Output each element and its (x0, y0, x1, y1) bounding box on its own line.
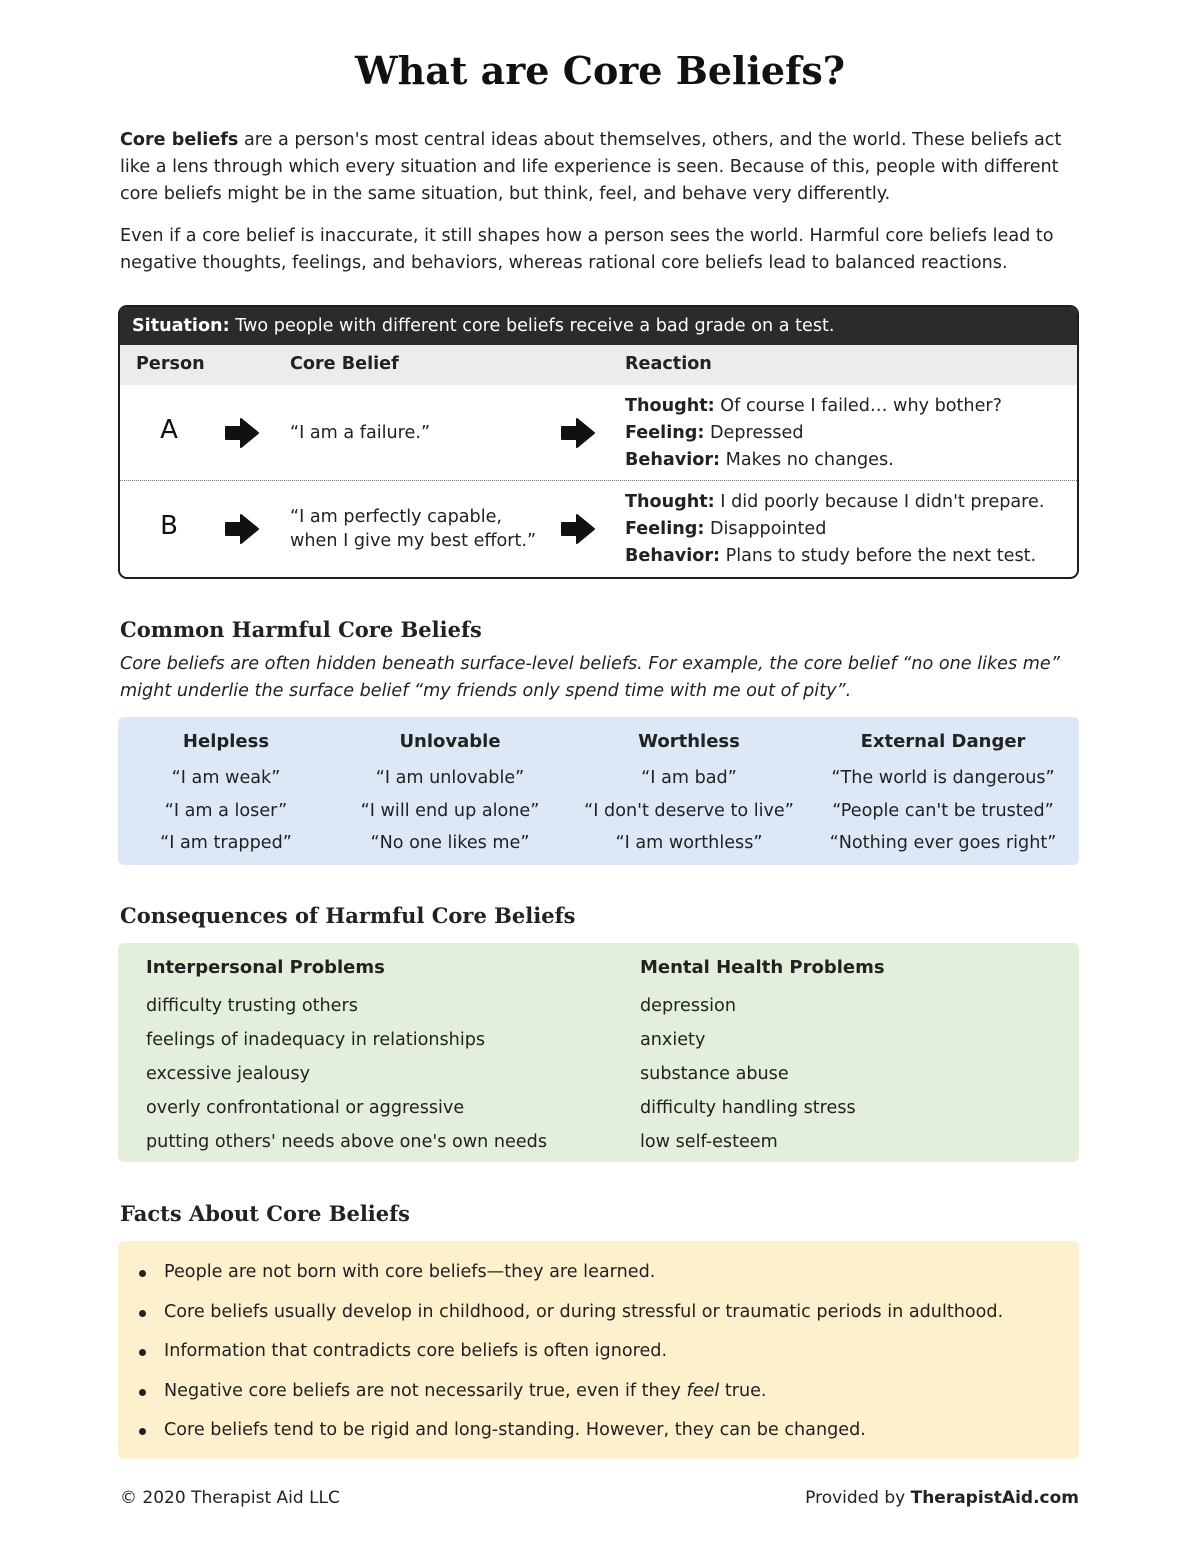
situation-table (118, 305, 1079, 579)
footer-site-link[interactable]: TherapistAid.com (910, 1488, 1079, 1508)
consequences-mental-health (640, 955, 885, 1159)
fact-text: Negative core beliefs are not necessarily true, even if they (164, 1380, 687, 1401)
belief-category-unlovable (330, 729, 570, 860)
thought-value: I did poorly because I didn't prepare. (714, 492, 1045, 512)
facts-list (118, 1241, 1079, 1451)
fact-emphasis: feel (686, 1380, 720, 1401)
belief-category-heading: Helpless (182, 731, 270, 752)
thought-label: Thought: (625, 396, 715, 416)
person-label: A (160, 415, 178, 445)
thought-line (625, 393, 1065, 420)
belief-item: “I will end up alone” (360, 800, 540, 821)
belief-category-heading: Unlovable (399, 731, 501, 752)
core-belief-text (290, 505, 580, 553)
feeling-label: Feeling: (625, 519, 705, 539)
facts-title: Facts About Core Beliefs (120, 1201, 410, 1226)
situation-text: Two people with different core beliefs receive a bad grade on a test. (229, 316, 835, 336)
feeling-value: Depressed (704, 423, 804, 443)
belief-item: “No one likes me” (370, 833, 530, 853)
belief-item: “The world is dangerous” (831, 768, 1055, 788)
belief-category-helpless (106, 729, 346, 860)
fact-text: People are not born with core beliefs—they are learned. (164, 1262, 656, 1282)
thought-line (625, 489, 1065, 516)
intro-paragraph-2: Even if a core belief is inaccurate, it still shapes how a person sees the world. Harmful core beliefs lead to negative thoughts, feelings, and behaviors, whereas rational core beliefs lead to balanced reactions. (120, 226, 1054, 273)
fact-text: Core beliefs tend to be rigid and long-standing. However, they can be changed. (164, 1420, 866, 1440)
core-belief-text (290, 421, 580, 445)
belief-item: “I am weak” (171, 768, 281, 788)
fact-text: true. (719, 1380, 767, 1401)
fact-item (118, 1411, 1079, 1451)
consequences-interpersonal (146, 955, 547, 1159)
feeling-line (625, 420, 1065, 447)
situation-column-headers (120, 345, 1077, 385)
belief-item: “I am unlovable” (375, 768, 525, 788)
belief-item: “People can't be trusted” (832, 800, 1054, 821)
fact-text: Information that contradicts core beliefs is often ignored. (164, 1341, 668, 1361)
bullet-icon (139, 1428, 146, 1435)
consequence-item: substance abuse (640, 1064, 789, 1084)
consequence-item: excessive jealousy (146, 1064, 311, 1084)
consequences-title: Consequences of Harmful Core Beliefs (120, 903, 576, 928)
behavior-label: Behavior: (625, 546, 721, 566)
behavior-label: Behavior: (625, 450, 721, 470)
consequence-heading: Mental Health Problems (640, 957, 885, 978)
fact-text: Core beliefs usually develop in childhood, or during stressful or traumatic periods in adulthood. (164, 1301, 1004, 1322)
footer-provided-by-text: Provided by (805, 1488, 911, 1508)
belief-category-heading: External Danger (860, 731, 1026, 752)
belief-category-heading: Worthless (638, 731, 740, 752)
behavior-value: Makes no changes. (720, 450, 894, 470)
bullet-icon (139, 1310, 146, 1317)
belief-item: “I am a loser” (164, 800, 288, 821)
situation-header (120, 307, 1077, 345)
feeling-line (625, 516, 1065, 543)
fact-item (118, 1372, 1079, 1412)
bullet-icon (139, 1349, 146, 1356)
consequence-item: difficulty handling stress (640, 1098, 856, 1118)
feeling-value: Disappointed (704, 519, 827, 539)
harmful-beliefs-box (118, 717, 1079, 865)
consequence-item: anxiety (640, 1030, 706, 1050)
reaction-text (625, 489, 1065, 570)
fact-item (118, 1293, 1079, 1333)
core-belief-line: “I am perfectly capable, (290, 507, 502, 527)
consequences-box (118, 943, 1079, 1162)
column-header-person: Person (136, 354, 205, 374)
core-belief-line: when I give my best effort.” (290, 531, 537, 551)
right-arrow-icon (560, 511, 596, 547)
core-belief-line: “I am a failure.” (290, 423, 431, 443)
intro-paragraph-1 (120, 127, 1082, 208)
right-arrow-icon (224, 415, 260, 451)
consequence-item: putting others' needs above one's own needs (146, 1132, 548, 1152)
fact-item (118, 1253, 1079, 1293)
intro-core-beliefs-term: Core beliefs (120, 130, 239, 150)
consequence-item: depression (640, 996, 736, 1016)
harmful-beliefs-note: Core beliefs are often hidden beneath surface-level beliefs. For example, the core belief “no one likes me” might underlie the surface belief “my friends only spend time with me out of pity”. (120, 654, 1060, 701)
column-header-core-belief: Core Belief (290, 354, 399, 374)
situation-row-a (120, 385, 1077, 481)
behavior-value: Plans to study before the next test. (720, 546, 1037, 566)
bullet-icon (139, 1389, 146, 1396)
belief-item: “I don't deserve to live” (584, 800, 794, 821)
consequence-item: low self-esteem (640, 1132, 778, 1152)
page-title: What are Core Beliefs? (354, 48, 846, 93)
thought-label: Thought: (625, 492, 715, 512)
consequence-item: feelings of inadequacy in relationships (146, 1030, 486, 1050)
fact-item (118, 1332, 1079, 1372)
behavior-line (625, 543, 1065, 570)
belief-category-external-danger (818, 729, 1068, 860)
belief-item: “I am trapped” (160, 833, 292, 853)
consequence-item: difficulty trusting others (146, 996, 358, 1016)
consequence-item: overly confrontational or aggressive (146, 1098, 465, 1118)
footer-provided-by (805, 1488, 1079, 1508)
thought-value: Of course I failed… why bother? (714, 396, 1002, 416)
behavior-line (625, 447, 1065, 474)
belief-item: “I am bad” (641, 768, 737, 788)
bullet-icon (139, 1270, 146, 1277)
belief-item: “Nothing ever goes right” (829, 833, 1057, 853)
column-header-reaction: Reaction (625, 354, 712, 374)
feeling-label: Feeling: (625, 423, 705, 443)
belief-category-worthless (569, 729, 809, 860)
right-arrow-icon (224, 511, 260, 547)
right-arrow-icon (560, 415, 596, 451)
person-label: B (160, 511, 178, 541)
reaction-text (625, 393, 1065, 474)
consequence-heading: Interpersonal Problems (146, 957, 385, 978)
harmful-beliefs-title: Common Harmful Core Beliefs (120, 617, 482, 642)
facts-box (118, 1241, 1079, 1459)
intro-paragraph-1-text: are a person's most central ideas about themselves, others, and the world. These beliefs act like a lens through which every situation and life experience is seen. Because of this, people with different core beliefs might be in the same situation, but think, feel, and behave very differently. (120, 130, 1062, 204)
situation-row-b (120, 481, 1077, 577)
belief-item: “I am worthless” (615, 833, 763, 853)
situation-label: Situation: (132, 316, 230, 336)
footer-copyright: © 2020 Therapist Aid LLC (120, 1488, 340, 1508)
